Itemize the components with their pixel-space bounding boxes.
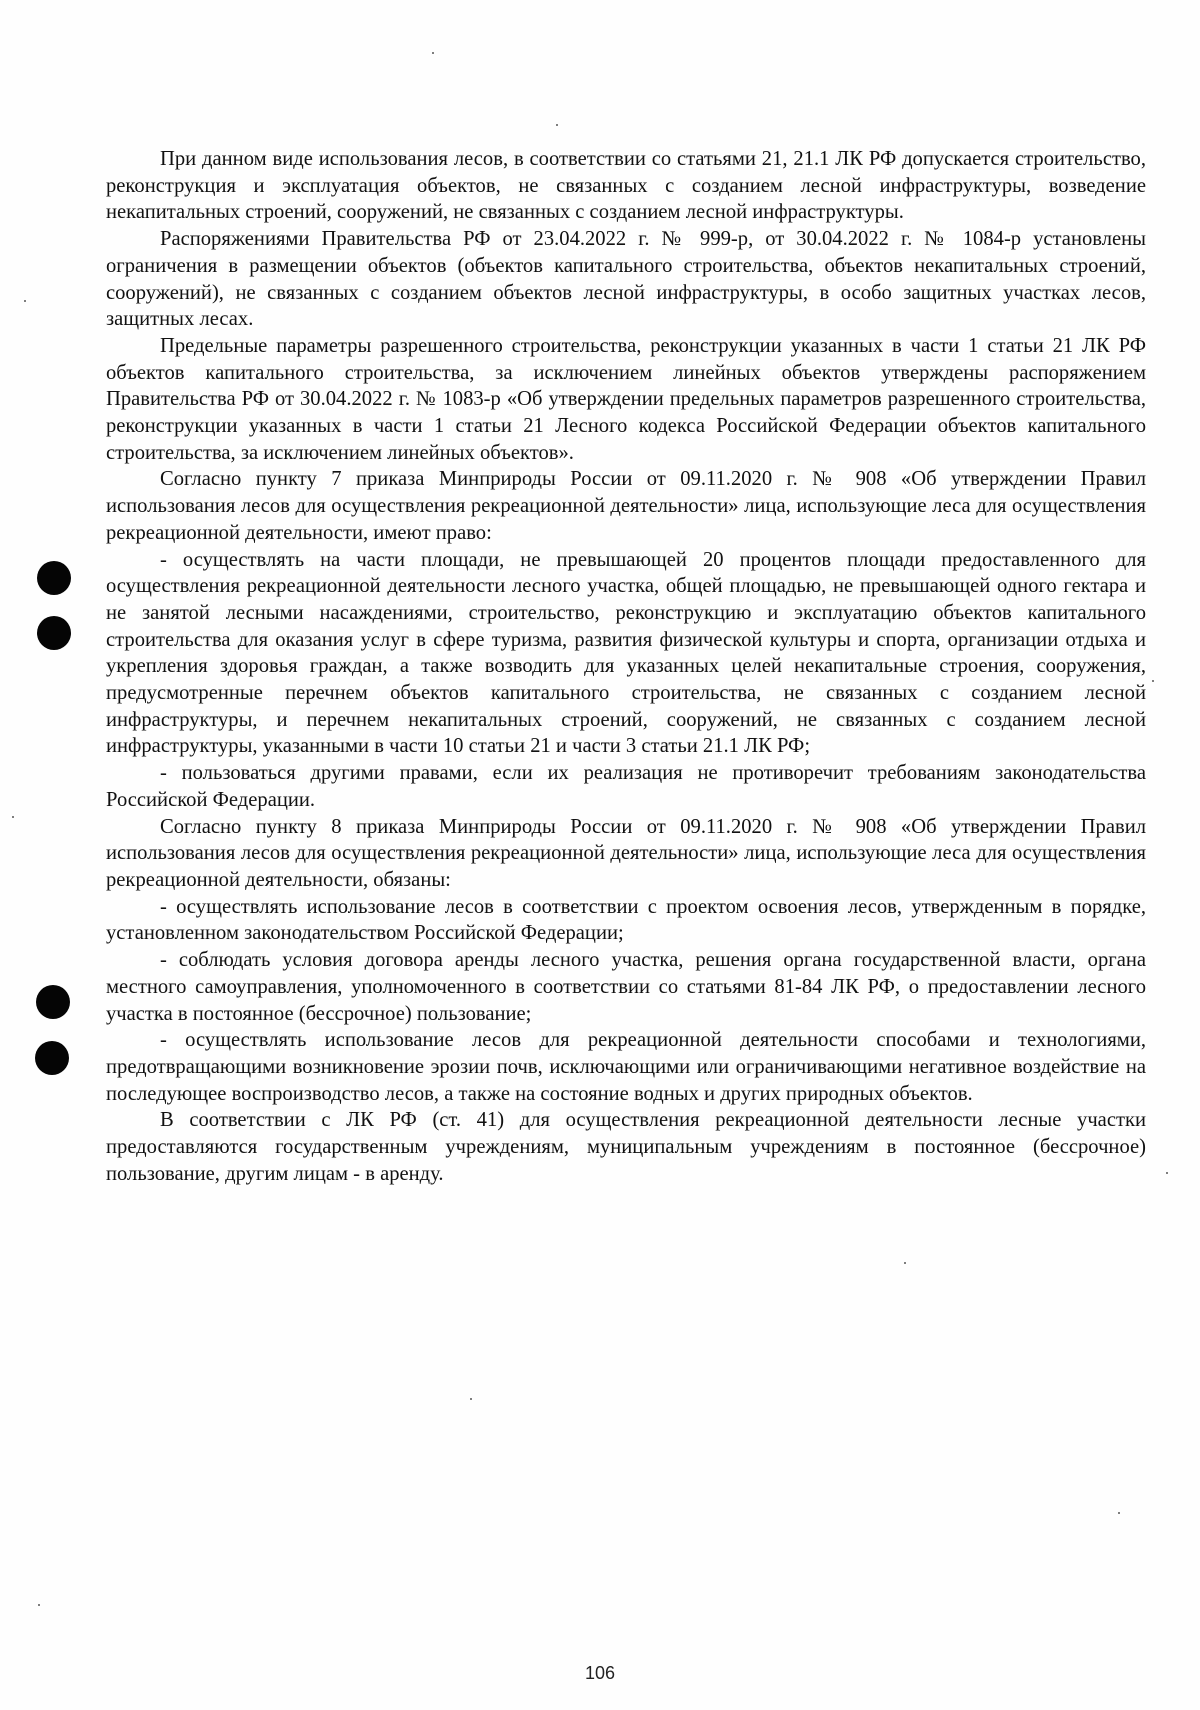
scan-speck [1152, 680, 1154, 682]
scan-speck [1166, 1172, 1168, 1174]
scan-speck [38, 1604, 40, 1606]
scan-speck [432, 52, 434, 54]
paragraph-right-other: - пользоваться другими правами, если их реализация не противоречит требованиям законодательства Российской Федерации. [106, 762, 1146, 811]
paragraph-duty-contract: - соблюдать условия договора аренды лесного участка, решения органа государственной власти, органа местного самоуправления, уполномоченного в соответствии со статьями 81-84 ЛК РФ, о предоставлении лесного участка в постоянное (бессрочное) пользование; [106, 949, 1146, 1025]
punch-hole [35, 1041, 69, 1075]
paragraph-rights-intro: Согласно пункту 7 приказа Минприроды России от 09.11.2020 г. № 908 «Об утверждении Правил использования лесов для осуществления рекреационной деятельности» лица, использующие леса для осуществления рекреационной деятельности, имеют право: [106, 468, 1146, 544]
scan-speck [24, 300, 26, 302]
body-text [106, 146, 1146, 1187]
scan-speck [556, 124, 558, 126]
paragraph-right-construction: - осуществлять на части площади, не превышающей 20 процентов площади предоставленного для осуществления рекреационной деятельности лесного участка, общей площадью, не превышающей одного гектара и не занятой лесными насаждениями, строительство, реконструкцию и эксплуатацию объектов капитального строительства для оказания услуг в сфере туризма, развития физической культуры и спорта, организации отдыха и укрепления здоровья граждан, а также возводить для указанных целей некапитальные строения, сооружения, предусмотренные перечнем объектов капитального строительства, не связанных с созданием лесной инфраструктуры, и перечнем некапитальных строений, сооружений, не связанных с созданием лесной инфраструктуры, указанными в части 10 статьи 21 и части 3 статьи 21.1 ЛК РФ; [106, 548, 1146, 758]
paragraph-construction-limits: Предельные параметры разрешенного строительства, реконструкции указанных в части 1 статьи 21 ЛК РФ объектов капитального строительства, за исключением линейных объектов утверждены распоряжением Правительства РФ от 30.04.2022 г. № 1083-р «Об утверждении предельных параметров разрешенного строительства, реконструкции указанных в части 1 статьи 21 Лесного кодекса Российской Федерации объектов капитального строительства, за исключением линейных объектов». [106, 334, 1146, 464]
scan-speck [904, 1262, 906, 1264]
paragraph-permitted-construction: При данном виде использования лесов, в соответствии со статьями 21, 21.1 ЛК РФ допускается строительство, реконструкция и эксплуатация объектов, не связанных с созданием лесной инфраструктуры, возведение некапитальных строений, сооружений, не связанных с созданием лесной инфраструктуры. [106, 148, 1146, 224]
paragraph-duties-intro: Согласно пункту 8 приказа Минприроды России от 09.11.2020 г. № 908 «Об утверждении Правил использования лесов для осуществления рекреационной деятельности» лица, использующие леса для осуществления рекреационной деятельности, обязаны: [106, 815, 1146, 891]
paragraph-land-provision: В соответствии с ЛК РФ (ст. 41) для осуществления рекреационной деятельности лесные участки предоставляются государственным учреждениям, муниципальным учреждениям в постоянное (бессрочное) пользование, другим лицам - в аренду. [106, 1109, 1146, 1185]
scan-speck [12, 816, 14, 818]
paragraph-duty-project: - осуществлять использование лесов в соответствии с проектом освоения лесов, утвержденным в порядке, установленном законодательством Российской Федерации; [106, 895, 1146, 945]
page-number: 106 [584, 1663, 616, 1683]
paragraph-government-orders: Распоряжениями Правительства РФ от 23.04.2022 г. № 999-р, от 30.04.2022 г. № 1084-р установлены ограничения в размещении объектов (объектов капитального строительства, объектов некапитальных строений, сооружений), не связанных с созданием объектов лесной инфраструктуры, в особо защитных участках лесов, защитных лесах. [106, 228, 1146, 331]
punch-hole [37, 561, 71, 595]
scan-speck [470, 1398, 472, 1400]
paragraph-duty-methods: - осуществлять использование лесов для рекреационной деятельности способами и технологиями, предотвращающими возникновение эрозии почв, исключающими или ограничивающими негативное воздействие на последующее воспроизводство лесов, а также на состояние водных и других природных объектов. [106, 1029, 1146, 1105]
punch-hole [36, 985, 70, 1019]
punch-hole [37, 616, 71, 650]
scan-speck [1118, 1512, 1120, 1514]
